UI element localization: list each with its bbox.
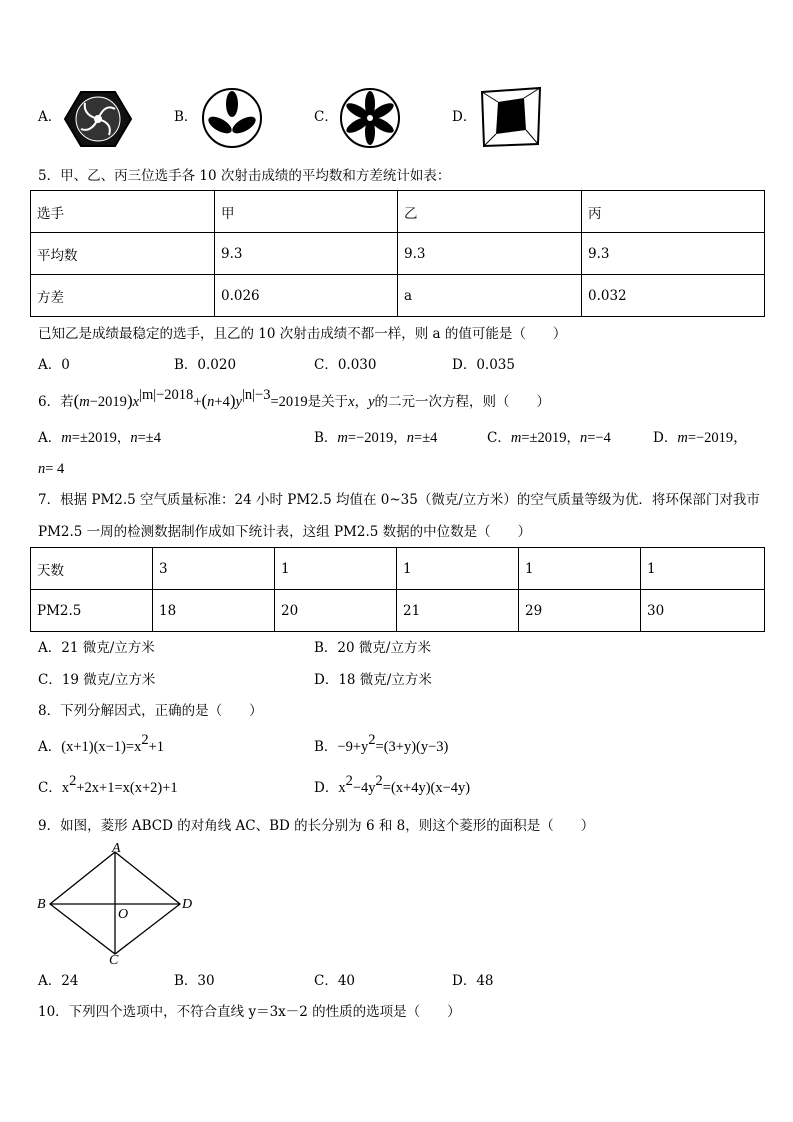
q7-option-d: D．18 微克/立方米 <box>314 672 432 688</box>
q9-option-c: C．40 <box>314 973 356 989</box>
label-o: O <box>118 907 129 922</box>
q7-table <box>30 547 765 632</box>
table-cell: 1 <box>641 548 765 590</box>
q6-stem: 6．若$(m-2019)x^{|m|-2018}+(n+4)y^{|n|-3}=2019$是关于x，y的二元一次方程，则（ ） <box>38 386 551 410</box>
table-cell: 丙 <box>582 191 765 233</box>
q5-stem: 5．甲、乙、丙三位选手各 10 次射击成绩的平均数和方差统计如表： <box>38 168 451 184</box>
table-cell: 9.3 <box>398 233 582 275</box>
q9-option-b: B．30 <box>174 973 215 989</box>
three-blade-circle-icon <box>200 86 264 150</box>
table-cell: 选手 <box>31 191 215 233</box>
q4-option-c-letter: C． <box>314 109 338 125</box>
q6-option-a: A．m=±2019，n=±4 <box>38 430 162 446</box>
table-row <box>31 233 765 275</box>
q6-option-b: B．m=−2019，n=±4 <box>314 430 438 446</box>
table-cell: 方差 <box>31 275 215 317</box>
q9-option-d: D．48 <box>452 973 494 989</box>
q5-option-b: B．0.020 <box>174 357 237 373</box>
table-cell: 甲 <box>215 191 398 233</box>
q8-option-d: D．$x^2-4y^2=(x+4y)(x-4y)$ <box>314 772 471 796</box>
q5-option-c: C．0.030 <box>314 357 377 373</box>
label-d: D <box>182 897 193 912</box>
table-cell: 21 <box>397 590 519 632</box>
q10-stem: 10．下列四个选项中，不符合直线 y＝3x－2 的性质的选项是（ ） <box>38 1004 461 1020</box>
table-cell: 3 <box>153 548 275 590</box>
q9-stem: 9．如图，菱形 ABCD 的对角线 AC、BD 的长分别为 6 和 8，则这个菱形的面积是（ ） <box>38 818 595 834</box>
table-row <box>31 548 765 590</box>
table-row <box>31 275 765 317</box>
q8-stem: 8．下列分解因式，正确的是（ ） <box>38 703 263 719</box>
table-cell: 天数 <box>31 548 153 590</box>
table-cell: 1 <box>397 548 519 590</box>
q5-option-d: D．0.035 <box>452 357 515 373</box>
q8-option-a: A．$(x+1)(x-1)=x^2+1$ <box>38 731 165 755</box>
q6-option-d-cont: n= 4 <box>38 461 65 477</box>
table-cell: 1 <box>275 548 397 590</box>
label-c: C <box>109 953 119 966</box>
q6-option-d: D．m=−2019， <box>653 430 748 446</box>
table-row <box>31 191 765 233</box>
table-cell: 30 <box>641 590 765 632</box>
q5-question: 已知乙是成绩最稳定的选手，且乙的 10 次射击成绩不都一样，则 a 的值可能是（ ） <box>38 326 567 342</box>
q4-option-a-letter: A． <box>38 109 62 125</box>
q7-option-b: B．20 微克/立方米 <box>314 640 431 656</box>
table-cell: 9.3 <box>582 233 765 275</box>
table-cell: 0.032 <box>582 275 765 317</box>
table-cell: 0.026 <box>215 275 398 317</box>
q4-option-b-letter: B． <box>174 109 198 125</box>
table-cell: 20 <box>275 590 397 632</box>
table-cell: 9.3 <box>215 233 398 275</box>
table-cell: a <box>398 275 582 317</box>
q9-option-a: A．24 <box>38 973 79 989</box>
label-b: B <box>37 897 46 912</box>
table-cell: 平均数 <box>31 233 215 275</box>
hexagon-pinwheel-icon <box>63 89 133 149</box>
q8-option-c: C．$x^2+2x+1=x(x+2)+1$ <box>38 772 178 796</box>
label-a: A <box>112 841 121 856</box>
table-cell: 18 <box>153 590 275 632</box>
table-cell: 1 <box>519 548 641 590</box>
table-cell: PM2.5 <box>31 590 153 632</box>
table-row <box>31 590 765 632</box>
q7-stem-line1: 7．根据 PM2.5 空气质量标准：24 小时 PM2.5 均值在 0~35（微克/立方米）的空气质量等级为优．将环保部门对我市 <box>38 492 760 508</box>
six-petal-flower-icon <box>338 86 402 150</box>
q5-option-a: A．0 <box>38 357 70 373</box>
q7-option-c: C．19 微克/立方米 <box>38 672 156 688</box>
q5-table <box>30 190 765 317</box>
q7-stem-line2: PM2.5 一周的检测数据制作成如下统计表，这组 PM2.5 数据的中位数是（ ） <box>38 524 532 540</box>
square-in-square-icon <box>478 86 544 148</box>
q6-option-c: C．m=±2019，n=−4 <box>487 430 611 446</box>
q4-option-d-letter: D． <box>452 109 477 125</box>
q8-option-b: B．$-9+y^2=(3+y)(y-3)$ <box>314 731 449 755</box>
q7-option-a: A．21 微克/立方米 <box>38 640 155 656</box>
table-cell: 乙 <box>398 191 582 233</box>
rhombus-abcd-figure <box>34 840 200 966</box>
table-cell: 29 <box>519 590 641 632</box>
